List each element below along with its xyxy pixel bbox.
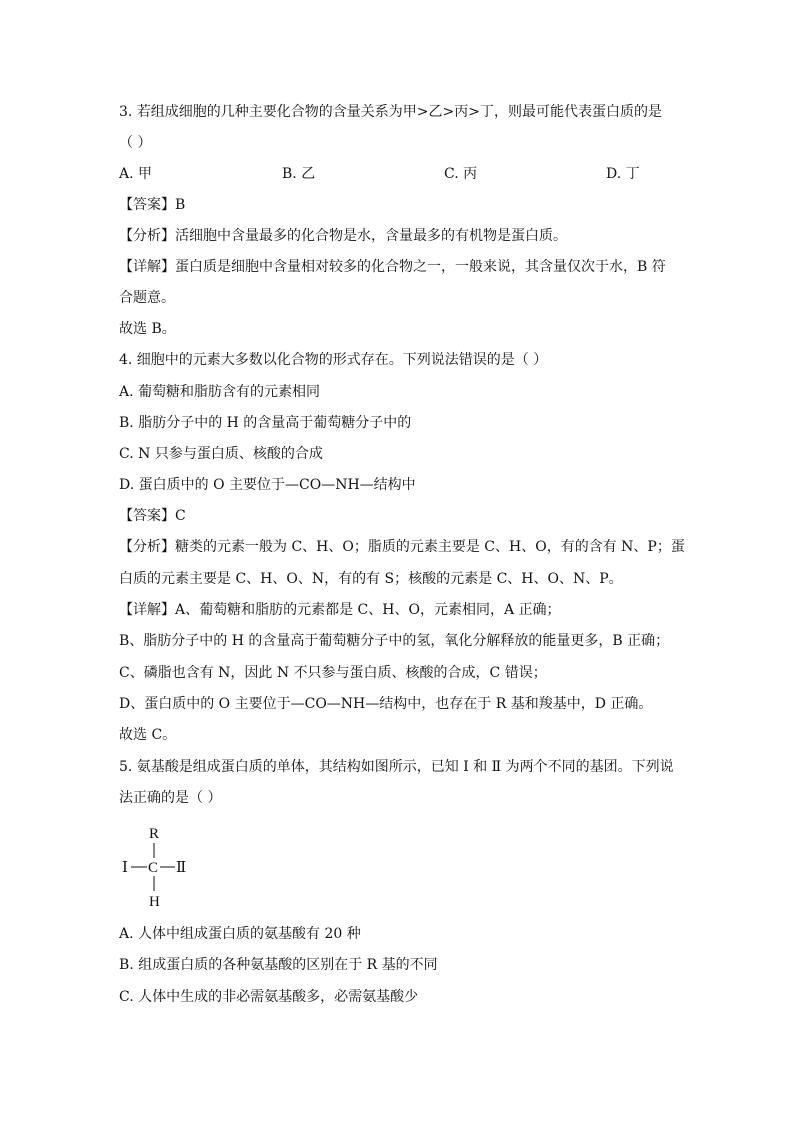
q3-answer-paren: （ ） bbox=[119, 135, 152, 151]
structure-group-one: Ⅰ bbox=[122, 860, 128, 876]
q5-option-b: B. 组成蛋白质的各种氨基酸的区别在于 R 基的不同 bbox=[119, 957, 438, 973]
q3-conclusion: 故选 B。 bbox=[119, 321, 176, 337]
q4-detail-line-3: C、磷脂也含有 N，因此 N 不只参与蛋白质、核酸的合成，C 错误； bbox=[119, 665, 547, 681]
q4-option-a: A. 葡萄糖和脂肪含有的元素相同 bbox=[119, 384, 321, 400]
q3-stem: 3. 若组成细胞的几种主要化合物的含量关系为甲>乙>丙>丁，则最可能代表蛋白质的是 bbox=[119, 104, 662, 120]
q4-detail-line-1: 【详解】A、葡萄糖和脂肪的元素都是 C、H、O，元素相同，A 正确； bbox=[119, 602, 561, 618]
q5-stem-line-1: 5. 氨基酸是组成蛋白质的单体，其结构如图所示，已知 Ⅰ 和 Ⅱ 为两个不同的基团。下列说 bbox=[119, 759, 674, 775]
structure-group-two: Ⅱ bbox=[176, 860, 187, 876]
q5-option-c: C. 人体中生成的非必需氨基酸多，必需氨基酸少 bbox=[119, 989, 419, 1005]
structure-hydrogen: H bbox=[149, 894, 160, 910]
q4-analysis-line-2: 白质的元素主要是 C、H、O、N，有的有 S；核酸的元素是 C、H、O、N、P。 bbox=[119, 571, 623, 587]
q3-option-c: C. 丙 bbox=[444, 166, 478, 182]
q4-conclusion: 故选 C。 bbox=[119, 727, 177, 743]
q4-analysis-line-1: 【分析】糖类的元素一般为 C、H、O；脂质的元素主要是 C、H、O，有的含有 N、P；蛋 bbox=[119, 539, 685, 555]
q3-option-a: A. 甲 bbox=[119, 166, 153, 182]
structure-central-carbon: C bbox=[148, 860, 159, 876]
q4-stem: 4. 细胞中的元素大多数以化合物的形式存在。下列说法错误的是（ ） bbox=[119, 352, 548, 368]
q4-option-b: B. 脂肪分子中的 H 的含量高于葡萄糖分子中的 bbox=[119, 415, 412, 431]
q4-option-d: D. 蛋白质中的 O 主要位于—CO—NH—结构中 bbox=[119, 477, 416, 493]
structure-r-group: R bbox=[149, 826, 160, 842]
q3-detail-line-2: 合题意。 bbox=[119, 290, 175, 306]
q4-detail-line-2: B、脂肪分子中的 H 的含量高于葡萄糖分子中的氢，氧化分解释放的能量更多，B 正确； bbox=[119, 633, 670, 649]
q4-answer: 【答案】C bbox=[119, 508, 186, 524]
q3-analysis: 【分析】活细胞中含量最多的化合物是水，含量最多的有机物是蛋白质。 bbox=[119, 228, 567, 244]
amino-acid-structure-diagram bbox=[112, 822, 202, 912]
q5-option-a: A. 人体中组成蛋白质的氨基酸有 20 种 bbox=[119, 926, 361, 942]
q4-option-c: C. N 只参与蛋白质、核酸的合成 bbox=[119, 446, 323, 462]
q3-option-b: B. 乙 bbox=[282, 166, 316, 182]
q3-answer: 【答案】B bbox=[119, 197, 186, 213]
q4-detail-line-4: D、蛋白质中的 O 主要位于—CO—NH—结构中，也存在于 R 基和羧基中，D 正确。 bbox=[119, 696, 653, 712]
q3-detail-line-1: 【详解】蛋白质是细胞中含量相对较多的化合物之一，一般来说，其含量仅次于水，B 符 bbox=[119, 259, 666, 275]
q5-stem-line-2: 法正确的是（ ） bbox=[119, 790, 222, 806]
q3-option-d: D. 丁 bbox=[606, 166, 640, 182]
